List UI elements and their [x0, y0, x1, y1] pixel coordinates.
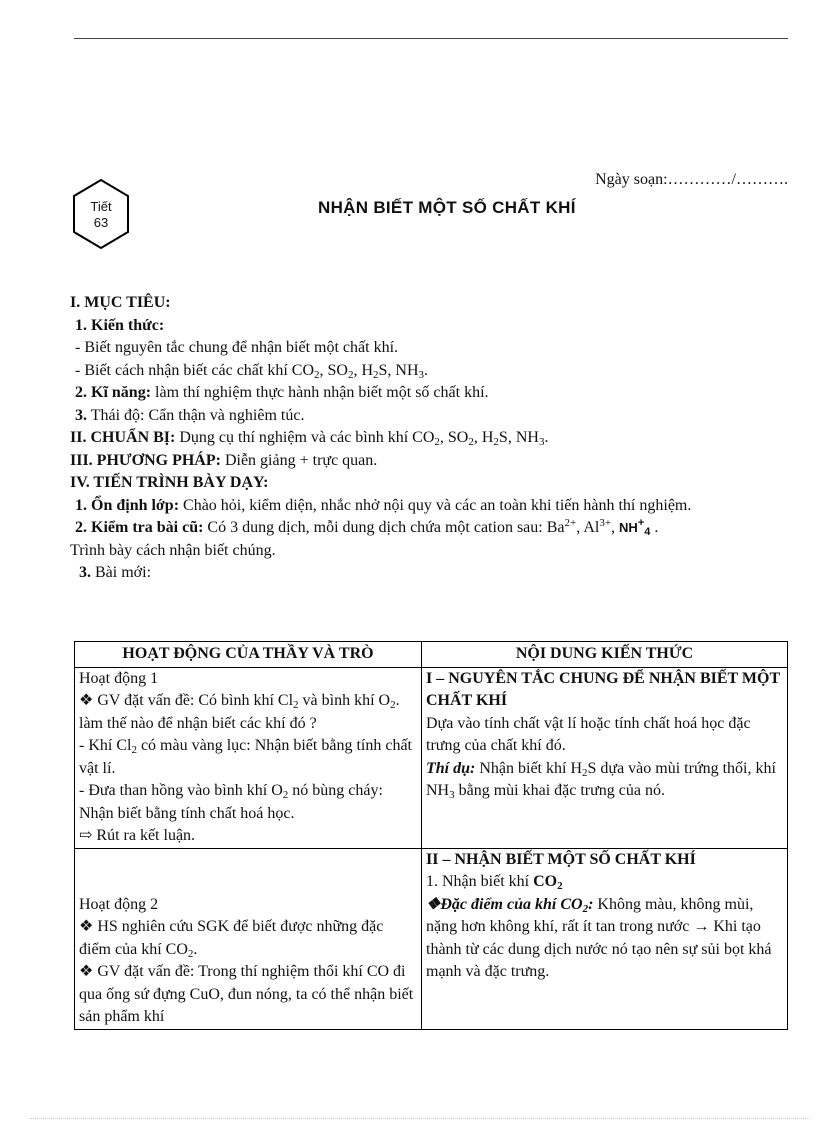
- activity-paragraph: ❖ HS nghiên cứu SGK để biết được những đặc điểm của khí $CO_2$.: [79, 918, 384, 960]
- lesson-table: [74, 641, 788, 1030]
- section-heading-4: IV. TIẾN TRÌNH BÀY DẠY:: [70, 474, 269, 491]
- badge-number: 63: [93, 215, 109, 230]
- content-heading: II – NHẬN BIẾT MỘT SỐ CHẤT KHÍ: [426, 850, 696, 868]
- review-question: 2. Kiểm tra bài cũ: Có 3 dung dịch, mỗi dung dịch chứa một cation sau: $Ba^{2+}$, $Al^{3+}$, $NH^+_4$ .: [75, 517, 659, 538]
- skills-line: 2. Kĩ năng: làm thí nghiệm thực hành nhận biết một số chất khí.: [75, 384, 489, 401]
- content-2-cell: [422, 848, 788, 1029]
- activity-paragraph: - Khí $Cl_2$ có màu vàng lục: Nhận biết bằng tính chất vật lí.: [79, 737, 412, 777]
- review-question-cont: Trình bày cách nhận biết chúng.: [70, 541, 276, 559]
- lesson-badge: [72, 179, 130, 249]
- content-subheading: 1. Nhận biết khí $CO_2$: [426, 873, 563, 892]
- method-line: III. PHƯƠNG PHÁP: Diễn giảng + trực quan.: [70, 451, 378, 469]
- table-header-row: [75, 642, 788, 668]
- bottom-dotted-rule: [30, 1118, 810, 1119]
- attitude-line: 3. Thái độ: Cẩn thận và nghiêm túc.: [75, 406, 305, 424]
- preparation-line: II. CHUẨN BỊ: Dụng cụ thí nghiệm và các bình khí $CO_2$, $SO_2$, $H_2S$, $NH_3$.: [70, 429, 549, 448]
- table-header-activities: HOẠT ĐỘNG CỦA THẦY VÀ TRÒ: [75, 642, 422, 668]
- activity-paragraph: - Đưa than hồng vào bình khí $O_2$ nó bùng cháy: Nhận biết bằng tính chất hoá học.: [79, 782, 383, 822]
- page-title: NHẬN BIẾT MỘT SỐ CHẤT KHÍ: [318, 198, 576, 217]
- activity-paragraph: ❖ GV đặt vấn đề: Có bình khí $Cl_2$ và bình khí $O_2$. làm thế nào để nhận biết các khí đó ?: [79, 692, 400, 732]
- content-paragraph: ❖Đặc điểm của khí $CO_2$: Không màu, không mùi, nặng hơn không khí, rất ít tan trong nước → Khi tạo thành từ các dung dịch nước nó tạo nên sự sủi bọt khá mạnh và đặc trưng.: [426, 895, 772, 980]
- activity-title: Hoạt động 1: [79, 669, 159, 687]
- content-paragraph: Dựa vào tính chất vật lí hoặc tính chất hoá học đặc trưng của chất khí đó.: [426, 714, 751, 754]
- list-item: - Biết cách nhận biết các chất khí $CO_2$, $SO_2$, $H_2S$, $NH_3$.: [75, 361, 429, 381]
- section-heading-1: I. MỤC TIÊU:: [70, 294, 171, 311]
- new-lesson-label: 3. Bài mới:: [79, 564, 152, 581]
- top-rule: [74, 38, 788, 39]
- activity-conclusion: ⇨ Rút ra kết luận.: [79, 827, 196, 844]
- content-1-cell: [422, 667, 788, 848]
- content-heading: I – NGUYÊN TẮC CHUNG ĐỂ NHẬN BIẾT MỘT CHẤT KHÍ: [426, 669, 780, 709]
- lesson-content: [70, 292, 790, 585]
- subheading-knowledge: 1. Kiến thức:: [75, 316, 165, 334]
- list-item: - Biết nguyên tắc chung để nhận biết một chất khí.: [75, 339, 399, 356]
- class-stabilization: 1. Ổn định lớp: Chào hỏi, kiểm diện, nhắc nhở nội quy và các an toàn khi tiến hành thí nghiệm.: [75, 496, 692, 514]
- activity-paragraph: ❖ GV đặt vấn đề: Trong thí nghiệm thổi khí CO đi qua ống sứ đựng CuO, đun nóng, ta có thể nhận biết sản phẩm khí: [79, 963, 414, 1025]
- content-example: Thí dụ: Nhận biết khí $H_2S$ dựa vào mùi trứng thối, khí $NH_3$ bằng mùi khai đặc trưng của nó.: [426, 759, 776, 801]
- badge-label: Tiết: [90, 199, 112, 214]
- activity-1-cell: [75, 667, 422, 848]
- table-row: [75, 848, 788, 1029]
- date-line: Ngày soạn:…………/……….: [595, 171, 788, 188]
- table-row: [75, 667, 788, 848]
- activity-2-cell: [75, 848, 422, 1029]
- table-header-content: NỘI DUNG KIẾN THỨC: [422, 642, 788, 668]
- activity-title: Hoạt động 2: [79, 895, 159, 913]
